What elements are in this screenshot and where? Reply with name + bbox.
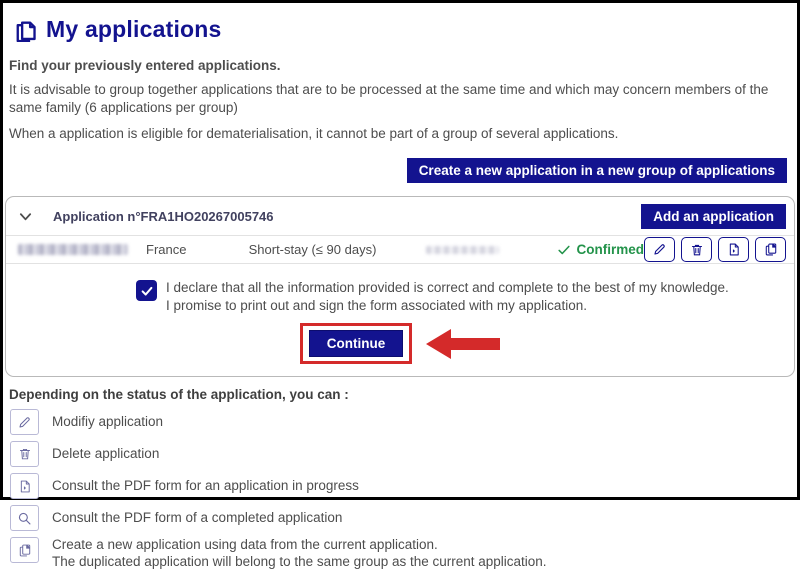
arrow-head	[426, 329, 451, 359]
check-icon	[557, 243, 571, 257]
legend-list	[5, 406, 795, 574]
modify-application-button[interactable]	[644, 237, 675, 262]
highlight-rectangle	[300, 323, 413, 364]
application-country: France	[146, 242, 187, 258]
legend-item-label: Consult the PDF form for an application in progress	[52, 477, 359, 493]
legend-item-label: Delete application	[52, 445, 160, 461]
applicant-name-redacted	[18, 244, 128, 255]
application-card	[5, 196, 795, 377]
status-text: Confirmed	[576, 242, 645, 258]
intro-line-2: It is advisable to group together applications that are to be processed at the same time and which may concern members of the same family (6 applications per group)	[9, 82, 769, 115]
declaration-checkbox[interactable]	[136, 280, 157, 301]
duplicate-icon	[10, 537, 39, 563]
applications-icon	[15, 18, 37, 42]
intro-line-1: Find your previously entered applications.	[9, 58, 281, 73]
magnifier-icon	[10, 505, 39, 531]
declaration-line-1: I declare that all the information provided is correct and complete to the best of my knowledge.	[166, 280, 729, 296]
continue-row	[6, 314, 794, 376]
declaration-line-2: I promise to print out and sign the form associated with my application.	[166, 297, 587, 313]
continue-button[interactable]: Continue	[309, 330, 404, 357]
legend-item-label: Modifiy application	[52, 413, 164, 429]
declaration-section	[6, 264, 794, 314]
application-detail-redacted	[426, 246, 499, 254]
row-actions	[644, 237, 786, 262]
list-item	[5, 438, 795, 470]
pencil-icon	[10, 409, 39, 435]
add-application-button[interactable]: Add an application	[641, 204, 786, 229]
application-card-header	[6, 197, 794, 235]
page-title: My applications	[46, 16, 222, 42]
list-item	[5, 406, 795, 438]
legend-item-line-1: Create a new application using data from the current application.	[52, 537, 438, 553]
application-number: Application n°FRA1HO20267005746	[53, 209, 274, 225]
chevron-down-icon[interactable]	[18, 209, 33, 224]
pdf-application-button[interactable]	[718, 237, 749, 262]
legend-title: Depending on the status of the application, you can :	[9, 387, 349, 403]
create-group-row	[5, 142, 795, 183]
duplicate-application-button[interactable]	[755, 237, 786, 262]
checkbox-check-icon	[140, 284, 154, 298]
my-applications-page	[3, 3, 797, 570]
list-item	[5, 534, 795, 574]
duplicate-icon	[764, 242, 778, 257]
legend-item-label: Consult the PDF form of a completed application	[52, 509, 343, 525]
create-new-group-button[interactable]: Create a new application in a new group of applications	[407, 158, 787, 183]
declaration-text	[166, 279, 729, 314]
arrow-shaft	[450, 338, 500, 350]
pdf-file-icon	[727, 242, 741, 257]
trash-icon	[10, 441, 39, 467]
application-row	[6, 235, 794, 264]
legend-item-label	[52, 537, 547, 571]
application-stay-type: Short-stay (≤ 90 days)	[248, 242, 377, 258]
list-item	[5, 502, 795, 534]
page-header	[5, 3, 795, 43]
legend-item-line-2: The duplicated application will belong to the same group as the current application.	[52, 554, 547, 570]
list-item	[5, 470, 795, 502]
red-arrow-annotation	[426, 329, 500, 359]
pdf-file-icon	[10, 473, 39, 499]
intro-text	[5, 43, 795, 142]
intro-line-3: When a application is eligible for dematerialisation, it cannot be part of a group of several applications.	[9, 125, 619, 141]
status-badge	[557, 242, 645, 257]
delete-application-button[interactable]	[681, 237, 712, 262]
pencil-icon	[652, 242, 667, 257]
trash-icon	[690, 243, 704, 257]
